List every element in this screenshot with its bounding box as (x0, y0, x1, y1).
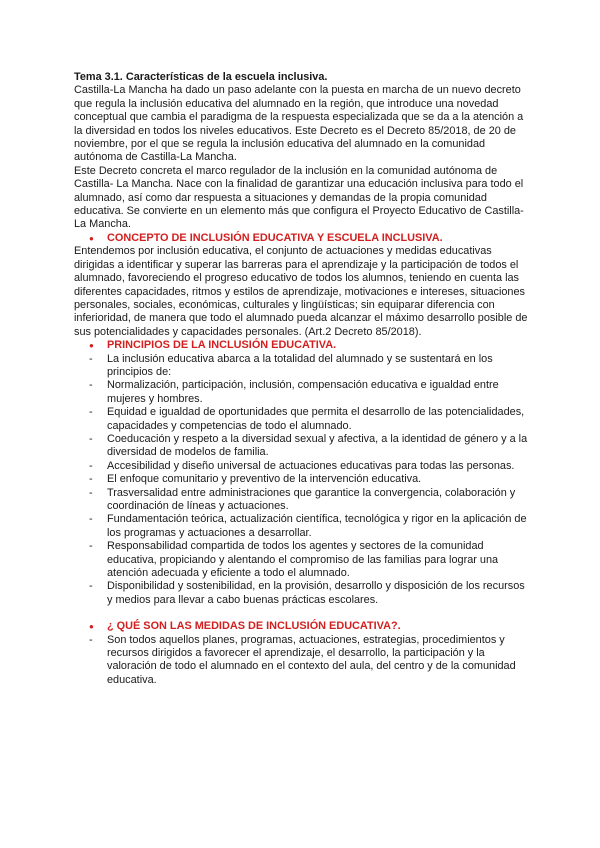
list-item (74, 379, 530, 406)
intro-paragraph: Este Decreto concreta el marco regulador de la inclusión en la comunidad autónoma de Castilla- La Mancha. Nace con la finalidad de garantizar una educación inclusiva para todo el alumnado, así como dar respuesta a situaciones y demandas de la propia comunidad educativa. Se convierte en un elemento más que configura el Proyecto Educativo de Castilla-La Mancha. (74, 164, 524, 231)
list-item (74, 634, 530, 688)
dash-marker: - (89, 580, 93, 593)
list-item-text: Trasversalidad entre administraciones que garantice la convergencia, colaboración y coordinación de líneas y actuaciones. (107, 486, 516, 512)
section-body-concepto: Entendemos por inclusión educativa, el conjunto de actuaciones y medidas educativas dirigidas a identificar y superar las barreras para el aprendizaje y la participación de todos el alumnado, favoreciendo el progreso educativo de todos los alumnos, teniendo en cuenta las diferentes capacidades, ritmos y estilos de aprendizaje, motivaciones e intereses, situaciones personales, sociales, económicas, culturales y lingüísticas; sin equiparar diferencia con inferioridad, de manera que todo el alumnado pueda alcanzar el máximo desarrollo posible de sus potencialidades y capacidades personales. (Art.2 Decreto 85/2018). (74, 245, 528, 338)
list-item-text: Fundamentación teórica, actualización científica, tecnológica y rigor en la aplicación de los programas y actuaciones a desarrollar. (107, 513, 527, 539)
intro-paragraph: Castilla-La Mancha ha dado un paso adelante con la puesta en marcha de un nuevo decreto que regula la inclusión educativa del alumnado en la región, que introduce una novedad conceptual que cambia el paradigma de la respuesta especializada que se da a la atención a la diversidad en todos los niveles educativos. Este Decreto es el Decreto 85/2018, de 20 de noviembre, por el que se regula la inclusión educativa del alumnado en la comunidad autónoma de Castilla-La Mancha. (74, 84, 524, 164)
section-heading-principios (74, 339, 530, 352)
list-item-text: Accesibilidad y diseño universal de actuaciones educativas para todas las personas. (107, 459, 515, 472)
list-item-text: La inclusión educativa abarca a la totalidad del alumnado y se sustentará en los principios de: (107, 352, 493, 378)
document-title: Tema 3.1. Características de la escuela inclusiva. (74, 71, 328, 83)
list-item-text: El enfoque comunitario y preventivo de la intervención educativa. (107, 473, 422, 486)
dash-marker: - (89, 406, 93, 419)
list-item (74, 580, 530, 607)
section-heading-text: PRINCIPIOS DE LA INCLUSIÓN EDUCATIVA. (107, 339, 337, 352)
list-item-text: Disponibilidad y sostenibilidad, en la provisión, desarrollo y disposición de los recursos y medios para llevar a cabo buenas prácticas escolares. (107, 580, 525, 606)
list-item-text: Equidad e igualdad de oportunidades que permita el desarrollo de las potencialidades, capacidades y competencias de todo el alumnado. (107, 406, 525, 432)
bullet-icon: ● (89, 341, 94, 351)
spacer (74, 607, 530, 620)
dash-marker: - (89, 459, 93, 472)
list-item (74, 460, 530, 473)
dash-marker: - (89, 352, 93, 365)
list-item (74, 473, 530, 486)
list-item-text: Coeducación y respeto a la diversidad sexual y afectiva, a la identidad de género y a la diversidad de modelos de familia. (107, 432, 528, 459)
list-item (74, 513, 530, 540)
list-item-text: Son todos aquellos planes, programas, actuaciones, estrategias, procedimientos y recursos dirigidos a favorecer el aprendizaje, el desarrollo, la participación y la valoración de todo el alumnado en el contexto del aula, del centro y de la comunidad educativa. (107, 633, 516, 686)
dash-marker: - (89, 486, 93, 499)
dash-marker: - (89, 633, 93, 646)
dash-marker: - (89, 432, 93, 445)
section-heading-text: CONCEPTO DE INCLUSIÓN EDUCATIVA Y ESCUELA INCLUSIVA. (107, 231, 443, 244)
list-item (74, 406, 530, 433)
dash-marker: - (89, 473, 93, 486)
list-item-text: Normalización, participación, inclusión, compensación educativa e igualdad entre mujeres y hombres. (107, 379, 499, 405)
section-heading-concepto (74, 232, 530, 245)
list-item-text: Responsabilidad compartida de todos los agentes y sectores de la comunidad educativa, propiciando y alentando el compromiso de las familias para lograr una atención adecuada y eficiente a todo el alumnado. (107, 540, 499, 580)
bullet-icon: ● (89, 233, 94, 243)
dash-marker: - (89, 379, 93, 392)
dash-marker: - (89, 540, 93, 553)
section-heading-medidas (74, 620, 530, 633)
dash-marker: - (89, 513, 93, 526)
principles-list (74, 353, 530, 608)
section-heading-text: ¿ QUÉ SON LAS MEDIDAS DE INCLUSIÓN EDUCATIVA?. (107, 620, 401, 633)
list-item (74, 540, 530, 580)
list-item (74, 353, 530, 380)
bullet-icon: ● (89, 622, 94, 632)
list-item (74, 487, 530, 514)
medidas-list (74, 634, 530, 688)
list-item (74, 433, 530, 460)
